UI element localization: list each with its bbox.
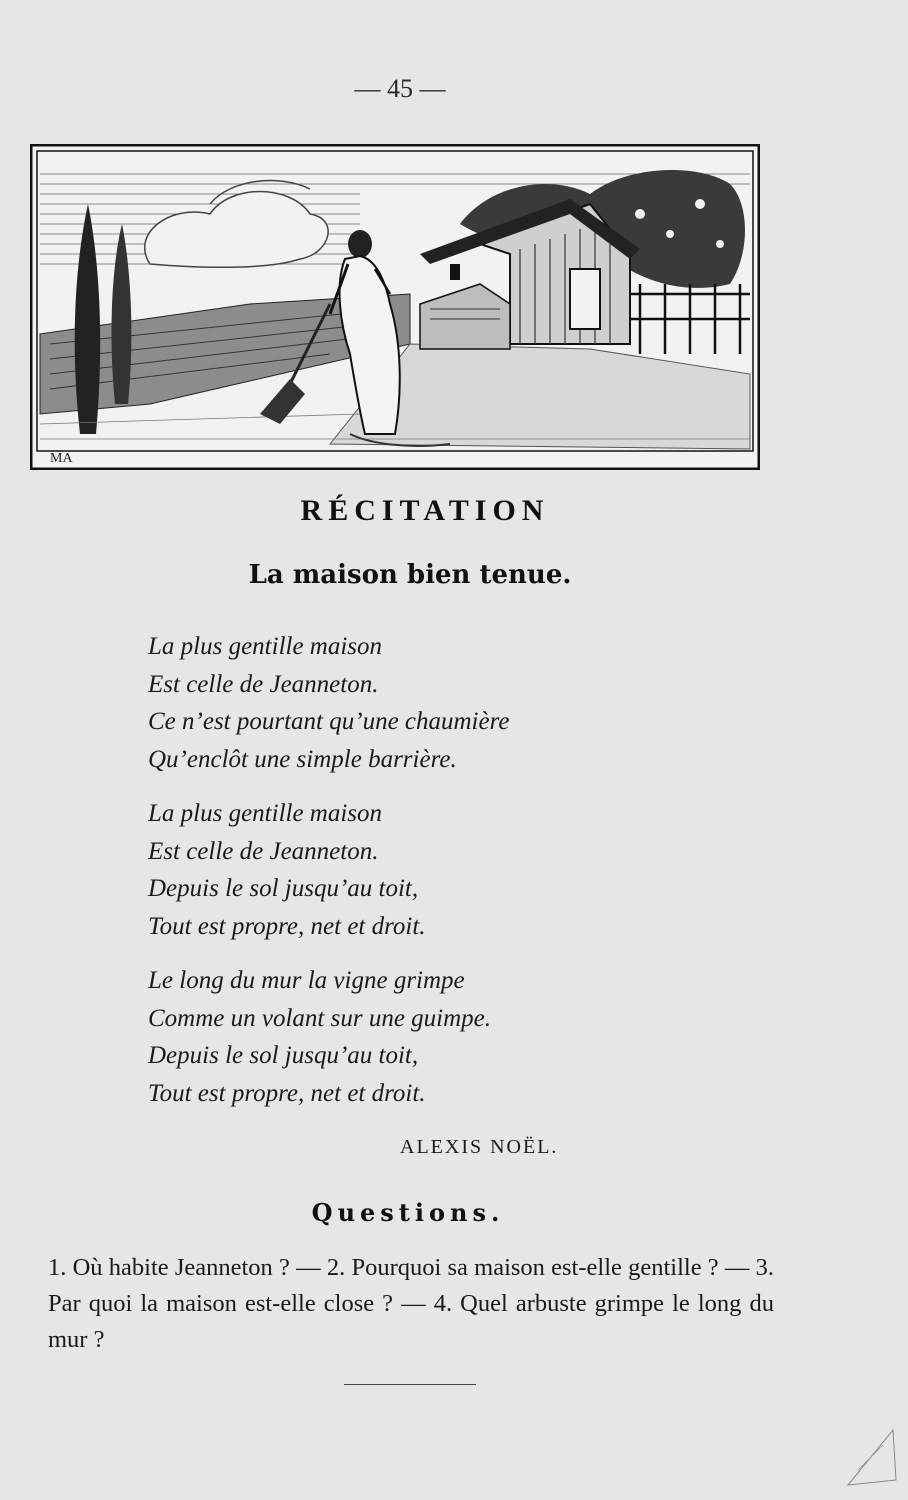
question-item: 3. Par quoi la maison est-elle close ? — — [48, 1254, 774, 1317]
question-item: 1. Où habite Jeanneton ? — — [48, 1254, 327, 1281]
poem-line: Est celle de Jeanneton. — [148, 670, 379, 698]
stanza-2 — [148, 795, 708, 945]
poem-line: Qu’enclôt une simple barrière. — [148, 745, 457, 773]
poem-line: Depuis le sol jusqu’au toit, — [148, 875, 419, 902]
questions-list — [48, 1250, 774, 1358]
section-heading: RÉCITATION — [300, 494, 550, 527]
poem-title: La maison bien tenue. — [248, 560, 572, 590]
poem-line: Le long du mur la vigne grimpe — [148, 967, 465, 994]
poem-line: Tout est propre, net et droit. — [148, 1079, 426, 1107]
stanza-3 — [148, 962, 708, 1112]
questions-heading: Questions. — [311, 1198, 505, 1227]
poem-line: La plus gentille maison — [148, 800, 383, 827]
poem-author: ALEXIS NOËL. — [400, 1136, 559, 1158]
poem — [148, 628, 708, 1129]
poem-line: La plus gentille maison — [148, 633, 383, 660]
page-number: — 45 — — [354, 74, 446, 103]
question-item: 2. Pourquoi sa maison est-elle gentille ? — — [326, 1254, 756, 1281]
house-sweeping-illustration — [30, 144, 760, 470]
poem-line: Comme un volant sur une guimpe. — [148, 1004, 492, 1032]
stanza-1 — [148, 628, 708, 778]
poem-line: Tout est propre, net et droit. — [148, 912, 426, 940]
closing-rule — [344, 1384, 476, 1385]
svg-text:MA: MA — [50, 451, 73, 466]
poem-line: Ce n’est pourtant qu’une chaumière — [148, 708, 510, 735]
page-corner-fold-icon — [838, 1410, 898, 1490]
question-item: 4. Quel arbuste grimpe le long du mur ? — [48, 1290, 774, 1353]
poem-line: Est celle de Jeanneton. — [148, 837, 379, 865]
header-illustration — [30, 144, 760, 470]
poem-line: Depuis le sol jusqu’au toit, — [148, 1042, 419, 1069]
